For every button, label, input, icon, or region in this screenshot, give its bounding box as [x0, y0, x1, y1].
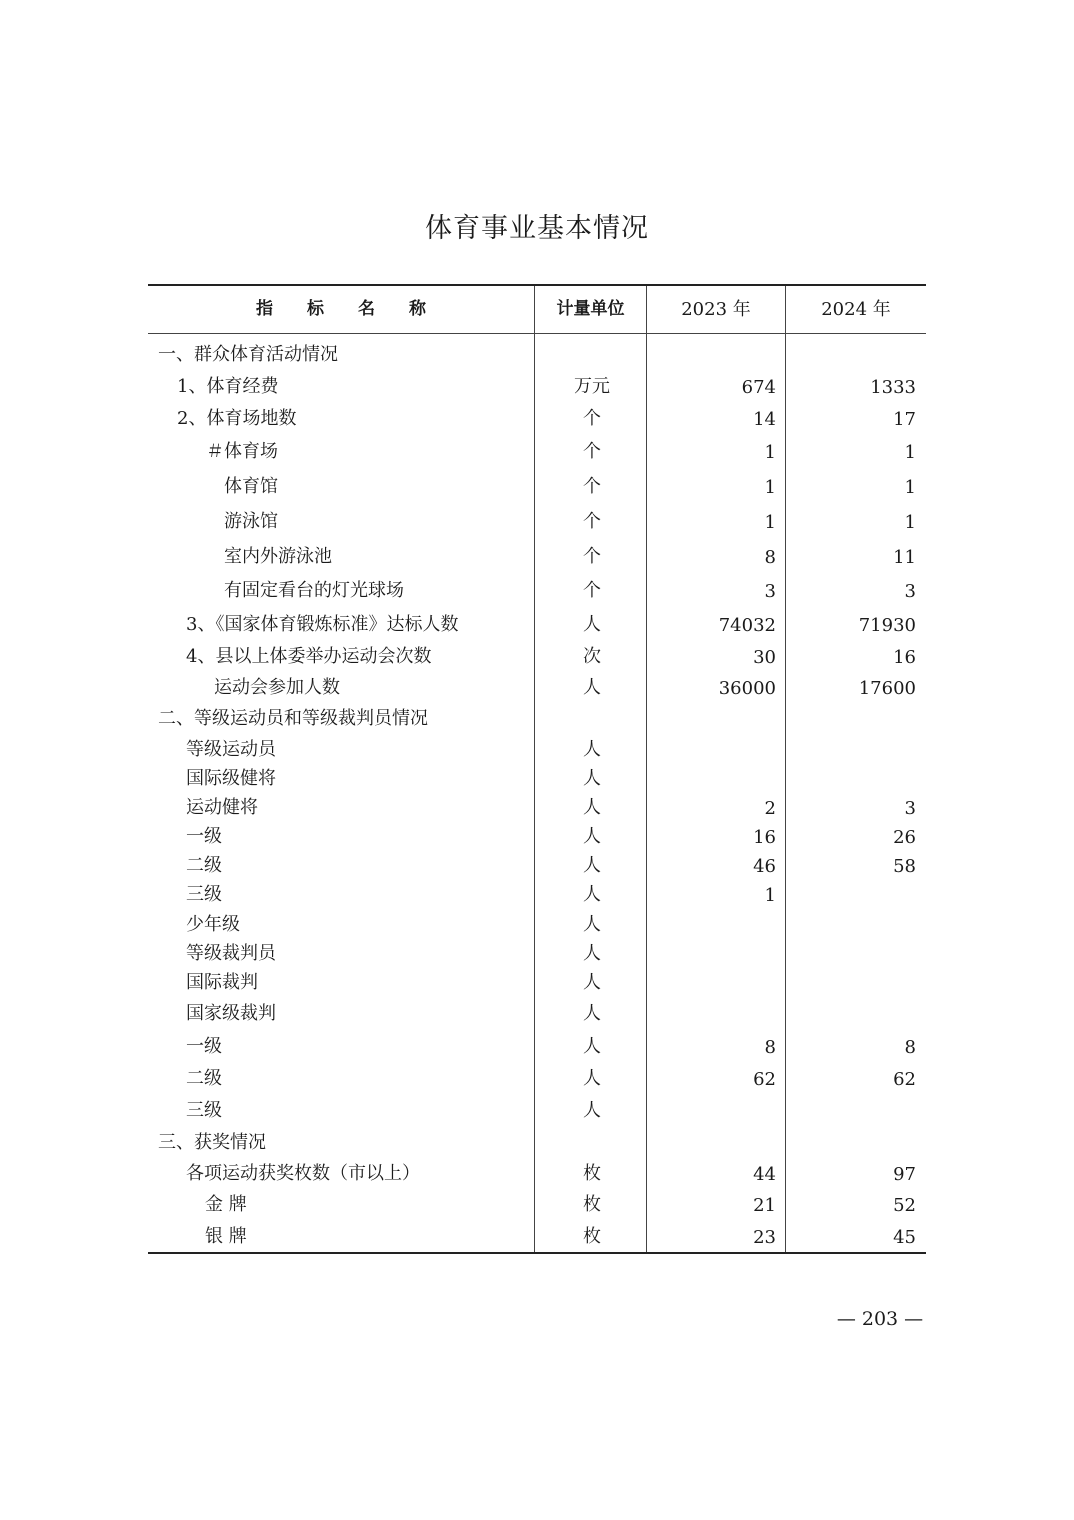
row-name: 2、体育场地数 — [177, 408, 297, 429]
row-unit: 人 — [583, 1036, 601, 1057]
row-unit: 人 — [583, 914, 601, 935]
table-row — [148, 1128, 926, 1152]
row-name: 二级 — [186, 1068, 222, 1089]
row-unit: 个 — [583, 546, 601, 567]
table-row — [148, 1064, 926, 1088]
row-name: 国际级健将 — [186, 768, 276, 789]
row-value-2024: 17600 — [858, 678, 916, 699]
row-name: 体育馆 — [224, 476, 278, 497]
table-row — [148, 822, 926, 846]
row-value-2024: 71930 — [858, 615, 916, 636]
table-row — [148, 793, 926, 817]
row-value-2024: 1 — [904, 442, 916, 463]
table-row — [148, 1032, 926, 1056]
row-unit: 枚 — [583, 1194, 601, 1215]
row-name: 国际裁判 — [186, 972, 258, 993]
row-value-2024: 52 — [893, 1195, 916, 1216]
table-row — [148, 1096, 926, 1120]
table-row — [148, 404, 926, 428]
row-unit: 人 — [583, 855, 601, 876]
row-name: 一级 — [186, 1036, 222, 1057]
table-row — [148, 542, 926, 566]
page-title: 体育事业基本情况 — [425, 213, 649, 244]
header-year-2023: 2023 年 — [681, 299, 751, 320]
row-name: 三级 — [186, 884, 222, 905]
row-value-2023: 1 — [764, 512, 776, 533]
row-name: 等级裁判员 — [186, 943, 276, 964]
row-value-2023: 74032 — [718, 615, 776, 636]
row-unit: 人 — [583, 1100, 601, 1121]
header-year-2024: 2024 年 — [821, 299, 891, 320]
row-name: 游泳馆 — [224, 511, 278, 532]
row-name: 等级运动员 — [186, 739, 276, 760]
row-value-2023: 44 — [753, 1164, 776, 1185]
row-name: 三级 — [186, 1100, 222, 1121]
row-name: 运动健将 — [186, 797, 258, 818]
row-name: 二、等级运动员和等级裁判员情况 — [158, 708, 428, 729]
table-row — [148, 673, 926, 697]
row-unit: 枚 — [583, 1163, 601, 1184]
row-value-2024: 1333 — [870, 377, 916, 398]
row-value-2024: 45 — [893, 1227, 916, 1248]
row-value-2023: 8 — [764, 1037, 776, 1058]
row-name: 4、县以上体委举办运动会次数 — [186, 646, 432, 667]
row-value-2023: 36000 — [718, 678, 776, 699]
row-value-2024: 1 — [904, 512, 916, 533]
row-unit: 次 — [583, 646, 601, 667]
row-value-2024: 16 — [893, 647, 916, 668]
row-unit: 枚 — [583, 1226, 601, 1247]
row-value-2024: 11 — [893, 547, 916, 568]
table-row — [148, 507, 926, 531]
table-row — [148, 968, 926, 992]
header-divider — [148, 333, 926, 334]
row-value-2023: 1 — [764, 442, 776, 463]
row-value-2023: 1 — [764, 477, 776, 498]
table-row — [148, 472, 926, 496]
row-unit: 人 — [583, 972, 601, 993]
table-row — [148, 999, 926, 1023]
header-indicator-name: 指 标 名 称 — [256, 299, 426, 319]
row-value-2024: 3 — [904, 581, 916, 602]
table-row — [148, 704, 926, 728]
row-unit: 人 — [583, 614, 601, 635]
row-unit: 人 — [583, 768, 601, 789]
row-value-2023: 674 — [741, 377, 776, 398]
row-value-2023: 46 — [753, 856, 776, 877]
row-name: 各项运动获奖枚数（市以上） — [186, 1163, 420, 1184]
table-row — [148, 642, 926, 666]
table-row — [148, 340, 926, 364]
table-row — [148, 610, 926, 634]
row-name: 金 牌 — [205, 1194, 247, 1215]
row-name: 三、获奖情况 — [158, 1132, 266, 1153]
row-unit: 人 — [583, 797, 601, 818]
row-unit: 人 — [583, 826, 601, 847]
table-row — [148, 437, 926, 461]
row-unit: 万元 — [574, 376, 610, 397]
row-name: ＃体育场 — [206, 441, 278, 462]
row-unit: 人 — [583, 677, 601, 698]
header-unit: 计量单位 — [556, 299, 625, 319]
row-value-2024: 58 — [893, 856, 916, 877]
row-unit: 人 — [583, 1003, 601, 1024]
row-name: 1、体育经费 — [177, 376, 279, 397]
row-unit: 个 — [583, 580, 601, 601]
table-row — [148, 735, 926, 759]
row-unit: 个 — [583, 408, 601, 429]
row-value-2024: 1 — [904, 477, 916, 498]
row-value-2023: 23 — [753, 1227, 776, 1248]
row-value-2024: 62 — [893, 1069, 916, 1090]
row-unit: 人 — [583, 1068, 601, 1089]
table-row — [148, 764, 926, 788]
row-unit: 个 — [583, 441, 601, 462]
stats-table — [148, 284, 926, 1254]
row-value-2023: 2 — [764, 798, 776, 819]
row-value-2023: 8 — [764, 547, 776, 568]
table-row — [148, 372, 926, 396]
row-unit: 个 — [583, 511, 601, 532]
row-name: 少年级 — [186, 914, 240, 935]
row-name: 3、《国家体育锻炼标准》达标人数 — [186, 614, 459, 635]
table-row — [148, 851, 926, 875]
row-name: 二级 — [186, 855, 222, 876]
row-name: 一、群众体育活动情况 — [158, 344, 338, 365]
row-value-2024: 26 — [893, 827, 916, 848]
table-row — [148, 910, 926, 934]
row-value-2023: 14 — [753, 409, 776, 430]
row-name: 银 牌 — [205, 1226, 247, 1247]
row-value-2024: 3 — [904, 798, 916, 819]
row-value-2023: 21 — [753, 1195, 776, 1216]
row-value-2023: 3 — [764, 581, 776, 602]
row-value-2023: 1 — [764, 885, 776, 906]
row-value-2023: 30 — [753, 647, 776, 668]
table-row — [148, 939, 926, 963]
row-value-2024: 97 — [893, 1164, 916, 1185]
row-value-2024: 17 — [893, 409, 916, 430]
row-value-2023: 16 — [753, 827, 776, 848]
table-row — [148, 1222, 926, 1246]
row-name: 运动会参加人数 — [214, 677, 340, 698]
row-unit: 个 — [583, 476, 601, 497]
row-value-2024: 8 — [904, 1037, 916, 1058]
row-name: 有固定看台的灯光球场 — [224, 580, 404, 601]
page-number: — 203 — — [836, 1308, 924, 1330]
row-unit: 人 — [583, 943, 601, 964]
table-row — [148, 1159, 926, 1183]
table-row — [148, 1190, 926, 1214]
row-name: 国家级裁判 — [186, 1003, 276, 1024]
row-name: 一级 — [186, 826, 222, 847]
table-row — [148, 880, 926, 904]
table-row — [148, 576, 926, 600]
row-unit: 人 — [583, 884, 601, 905]
row-name: 室内外游泳池 — [224, 546, 332, 567]
row-unit: 人 — [583, 739, 601, 760]
row-value-2023: 62 — [753, 1069, 776, 1090]
